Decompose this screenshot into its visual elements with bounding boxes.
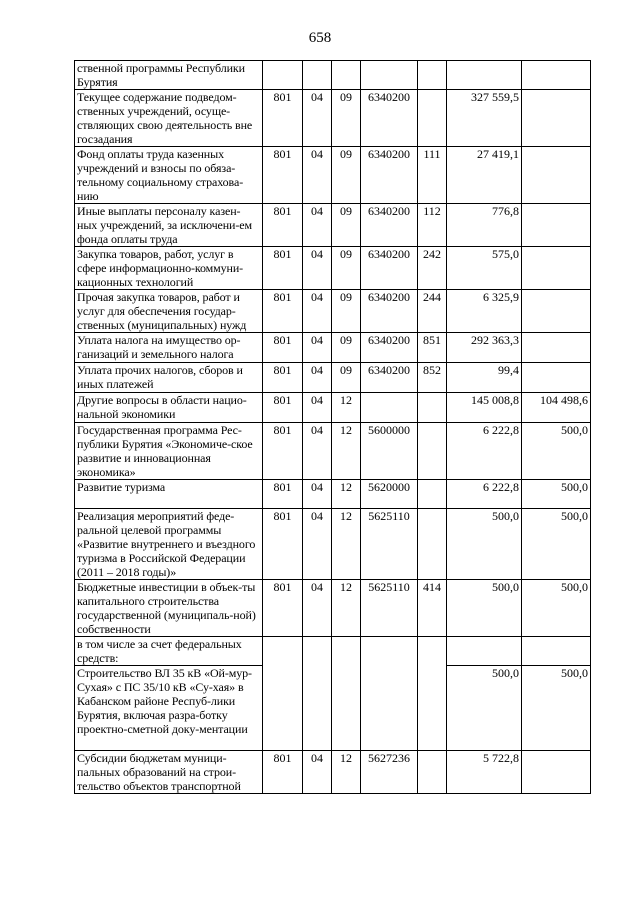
page-number: 658 bbox=[308, 30, 332, 46]
row-target-article: 6340200 bbox=[361, 333, 418, 363]
row-amount-2 bbox=[522, 90, 591, 147]
table-row bbox=[75, 61, 591, 90]
row-name: Субсидии бюджетам муници-пальных образований на строи-тельство объектов транспортной bbox=[75, 751, 263, 794]
row-expense-type: 111 bbox=[418, 147, 447, 204]
table-row bbox=[75, 363, 591, 393]
row-expense-type: 242 bbox=[418, 247, 447, 290]
row-target-article: 6340200 bbox=[361, 147, 418, 204]
row-target-article: 6340200 bbox=[361, 204, 418, 247]
row-target-article: 6340200 bbox=[361, 290, 418, 333]
row-amount-1 bbox=[447, 61, 522, 90]
row-target-article: 5625110 bbox=[361, 509, 418, 580]
row-grbs bbox=[263, 61, 303, 90]
row-target-article: 6340200 bbox=[361, 247, 418, 290]
table-row bbox=[75, 423, 591, 480]
row-name: Уплата прочих налогов, сборов и иных платежей bbox=[75, 363, 263, 393]
row-section: 04 bbox=[303, 204, 332, 247]
row-name: Фонд оплаты труда казенных учреждений и взносы по обяза-тельному социальному страхова-нию bbox=[75, 147, 263, 204]
table-row bbox=[75, 509, 591, 580]
row-name: Текущее содержание подведом-ственных учреждений, осуще-ствляющих свою деятельность вне госзадания bbox=[75, 90, 263, 147]
row-target-article: 6340200 bbox=[361, 363, 418, 393]
row-target-article: 5620000 bbox=[361, 480, 418, 509]
row-section: 04 bbox=[303, 247, 332, 290]
row-grbs: 801 bbox=[263, 90, 303, 147]
row-grbs: 801 bbox=[263, 333, 303, 363]
table-row bbox=[75, 637, 591, 666]
row-expense-type bbox=[418, 61, 447, 90]
row-subsection: 09 bbox=[332, 247, 361, 290]
row-name: Иные выплаты персоналу казен-ных учреждений, за исключени-ем фонда оплаты труда bbox=[75, 204, 263, 247]
row-expense-type bbox=[418, 637, 447, 751]
row-name: ственной программы Республики Бурятия bbox=[75, 61, 263, 90]
row-grbs: 801 bbox=[263, 147, 303, 204]
row-name: Прочая закупка товаров, работ и услуг для обеспечения государ-ственных (муниципальных) нужд bbox=[75, 290, 263, 333]
row-target-article: 5625110 bbox=[361, 580, 418, 637]
row-grbs: 801 bbox=[263, 247, 303, 290]
row-grbs bbox=[263, 637, 303, 751]
row-section: 04 bbox=[303, 290, 332, 333]
row-target-article: 5627236 bbox=[361, 751, 418, 794]
row-amount-2: 500,0 bbox=[522, 666, 591, 751]
row-amount-1: 145 008,8 bbox=[447, 393, 522, 423]
row-amount-2 bbox=[522, 147, 591, 204]
row-section bbox=[303, 61, 332, 90]
row-name: Развитие туризма bbox=[75, 480, 263, 509]
row-expense-type bbox=[418, 393, 447, 423]
row-grbs: 801 bbox=[263, 363, 303, 393]
row-amount-1: 6 325,9 bbox=[447, 290, 522, 333]
row-section: 04 bbox=[303, 393, 332, 423]
row-amount-2: 500,0 bbox=[522, 423, 591, 480]
row-subsection: 09 bbox=[332, 363, 361, 393]
row-target-article bbox=[361, 637, 418, 751]
row-amount-1: 500,0 bbox=[447, 509, 522, 580]
row-subsection: 12 bbox=[332, 580, 361, 637]
row-amount-1: 6 222,8 bbox=[447, 423, 522, 480]
row-grbs: 801 bbox=[263, 393, 303, 423]
budget-table-body bbox=[75, 61, 591, 637]
table-row bbox=[75, 90, 591, 147]
table-row bbox=[75, 247, 591, 290]
table-row bbox=[75, 393, 591, 423]
row-grbs: 801 bbox=[263, 290, 303, 333]
table-row bbox=[75, 290, 591, 333]
row-amount-2 bbox=[522, 61, 591, 90]
row-grbs: 801 bbox=[263, 580, 303, 637]
row-amount-2 bbox=[522, 751, 591, 794]
row-amount-1: 27 419,1 bbox=[447, 147, 522, 204]
row-expense-type bbox=[418, 480, 447, 509]
row-amount-2: 500,0 bbox=[522, 480, 591, 509]
row-amount-1: 500,0 bbox=[447, 666, 522, 751]
row-subsection bbox=[332, 61, 361, 90]
row-subsection: 09 bbox=[332, 147, 361, 204]
row-section bbox=[303, 637, 332, 751]
row-amount-2 bbox=[522, 247, 591, 290]
row-name: в том числе за счет федеральных средств: bbox=[75, 637, 263, 666]
row-expense-type: 852 bbox=[418, 363, 447, 393]
table-row bbox=[75, 204, 591, 247]
row-amount-2: 500,0 bbox=[522, 580, 591, 637]
row-amount-2: 104 498,6 bbox=[522, 393, 591, 423]
row-section: 04 bbox=[303, 480, 332, 509]
table-row bbox=[75, 480, 591, 509]
row-expense-type: 112 bbox=[418, 204, 447, 247]
row-subsection: 12 bbox=[332, 480, 361, 509]
row-name: Бюджетные инвестиции в объек-ты капитального строительства государственной (муниципаль-ной) собственности bbox=[75, 580, 263, 637]
row-section: 04 bbox=[303, 423, 332, 480]
row-subsection: 12 bbox=[332, 509, 361, 580]
row-amount-1: 292 363,3 bbox=[447, 333, 522, 363]
row-amount-2 bbox=[522, 363, 591, 393]
row-amount-1: 99,4 bbox=[447, 363, 522, 393]
row-name: Строительство ВЛ 35 кВ «Ой-мур-Сухая» с ПС 35/10 кВ «Су-хая» в Кабанском районе Респуб-лики Бурятия, включая разра-ботку проектно-сметной доку-ментации bbox=[75, 666, 263, 751]
row-amount-2: 500,0 bbox=[522, 509, 591, 580]
row-name: Государственная программа Рес-публики Бурятия «Экономиче-ское развитие и инновационная экономика» bbox=[75, 423, 263, 480]
row-name: Другие вопросы в области нацио-нальной экономики bbox=[75, 393, 263, 423]
row-amount-1: 327 559,5 bbox=[447, 90, 522, 147]
row-expense-type bbox=[418, 90, 447, 147]
row-target-article bbox=[361, 61, 418, 90]
row-section: 04 bbox=[303, 363, 332, 393]
row-section: 04 bbox=[303, 90, 332, 147]
row-name: Реализация мероприятий феде-ральной целевой программы «Развитие внутреннего и въездного туризма в Российской Федерации (2011 – 2018 годы)» bbox=[75, 509, 263, 580]
row-section: 04 bbox=[303, 580, 332, 637]
row-amount-1 bbox=[447, 637, 522, 666]
row-target-article bbox=[361, 393, 418, 423]
row-target-article: 6340200 bbox=[361, 90, 418, 147]
row-amount-1: 776,8 bbox=[447, 204, 522, 247]
row-section: 04 bbox=[303, 147, 332, 204]
row-expense-type: 851 bbox=[418, 333, 447, 363]
row-expense-type: 244 bbox=[418, 290, 447, 333]
row-subsection: 12 bbox=[332, 393, 361, 423]
table-row bbox=[75, 147, 591, 204]
row-amount-2 bbox=[522, 637, 591, 666]
table-row bbox=[75, 333, 591, 363]
row-amount-2 bbox=[522, 204, 591, 247]
table-row bbox=[75, 751, 591, 794]
row-section: 04 bbox=[303, 509, 332, 580]
row-amount-1: 5 722,8 bbox=[447, 751, 522, 794]
row-subsection: 12 bbox=[332, 423, 361, 480]
row-subsection: 09 bbox=[332, 290, 361, 333]
row-section: 04 bbox=[303, 333, 332, 363]
row-grbs: 801 bbox=[263, 751, 303, 794]
row-expense-type bbox=[418, 509, 447, 580]
row-subsection: 09 bbox=[332, 90, 361, 147]
row-grbs: 801 bbox=[263, 509, 303, 580]
row-amount-1: 575,0 bbox=[447, 247, 522, 290]
row-amount-1: 6 222,8 bbox=[447, 480, 522, 509]
row-subsection: 09 bbox=[332, 204, 361, 247]
row-grbs: 801 bbox=[263, 423, 303, 480]
row-subsection: 09 bbox=[332, 333, 361, 363]
budget-table bbox=[74, 60, 591, 794]
row-subsection: 12 bbox=[332, 751, 361, 794]
row-expense-type: 414 bbox=[418, 580, 447, 637]
budget-table-tail bbox=[75, 637, 591, 794]
table-row bbox=[75, 580, 591, 637]
row-name: Закупка товаров, работ, услуг в сфере информационно-коммуни-кационных технологий bbox=[75, 247, 263, 290]
row-target-article: 5600000 bbox=[361, 423, 418, 480]
row-name: Уплата налога на имущество ор-ганизаций и земельного налога bbox=[75, 333, 263, 363]
row-amount-2 bbox=[522, 333, 591, 363]
row-expense-type bbox=[418, 423, 447, 480]
row-section: 04 bbox=[303, 751, 332, 794]
row-amount-1: 500,0 bbox=[447, 580, 522, 637]
row-grbs: 801 bbox=[263, 204, 303, 247]
row-expense-type bbox=[418, 751, 447, 794]
row-subsection bbox=[332, 637, 361, 751]
row-grbs: 801 bbox=[263, 480, 303, 509]
row-amount-2 bbox=[522, 290, 591, 333]
